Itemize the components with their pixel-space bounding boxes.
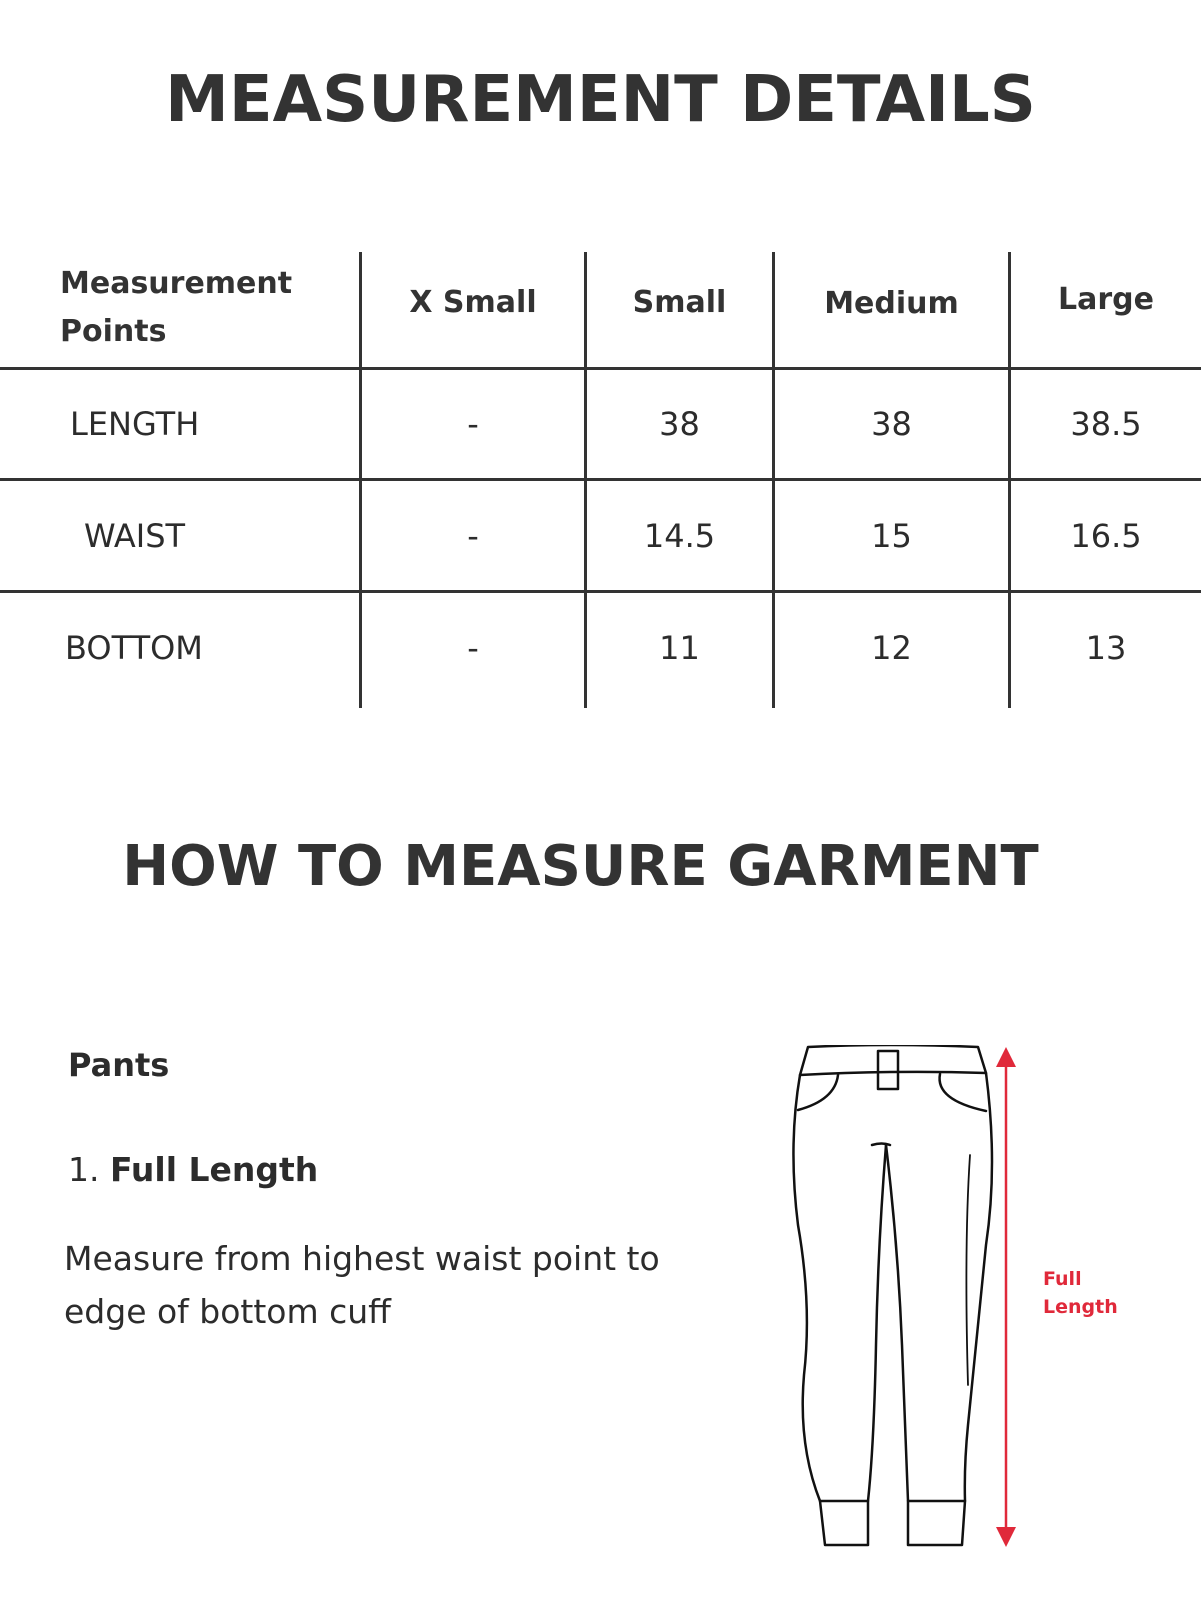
header-medium: Medium	[824, 285, 959, 321]
belt-loop-shape	[878, 1051, 898, 1089]
cell-bottom-medium: 12	[871, 629, 912, 667]
row-label-waist: WAIST	[84, 516, 186, 555]
cell-waist-small: 14.5	[643, 516, 716, 555]
full-length-arrow	[996, 1047, 1016, 1547]
right-cuff-shape	[908, 1501, 965, 1545]
fold-line-shape	[966, 1155, 970, 1385]
measurement-table	[0, 252, 1201, 708]
row-label-bottom: BOTTOM	[65, 629, 203, 667]
cell-bottom-large: 13	[1085, 629, 1127, 667]
garment-type-heading: Pants	[68, 1046, 170, 1084]
section-title: HOW TO MEASURE GARMENT	[122, 834, 1039, 899]
cell-length-small: 38	[659, 405, 700, 443]
right-inner-seam-shape	[886, 1145, 908, 1501]
cell-length-large: 38.5	[1070, 405, 1142, 443]
left-pocket-shape	[798, 1075, 838, 1110]
crotch-shape	[872, 1144, 890, 1146]
cell-length-xsmall: -	[467, 405, 479, 443]
header-x-small: X Small	[409, 284, 537, 320]
step-description: Measure from highest waist point to edge of bottom cuff	[64, 1239, 660, 1331]
left-inner-seam-shape	[868, 1145, 886, 1501]
step-title: Full Length	[110, 1150, 319, 1189]
cell-waist-medium: 15	[871, 516, 912, 555]
cell-waist-xsmall: -	[467, 516, 479, 555]
header-large: Large	[1058, 281, 1154, 317]
row-label-length: LENGTH	[70, 405, 200, 443]
page-title: MEASUREMENT DETAILS	[165, 63, 1036, 137]
header-points-line2: Points	[60, 314, 167, 349]
full-length-label-line2: Length	[1043, 1296, 1118, 1318]
header-small: Small	[632, 284, 727, 320]
cell-bottom-small: 11	[659, 629, 700, 667]
left-cuff-shape	[820, 1501, 868, 1545]
cell-waist-large: 16.5	[1070, 516, 1142, 555]
step-number: 1.	[68, 1150, 100, 1189]
left-outer-seam-shape	[793, 1075, 820, 1501]
waistband-shape	[800, 1045, 986, 1075]
cell-bottom-xsmall: -	[467, 629, 479, 667]
cell-length-medium: 38	[871, 405, 912, 443]
header-points-line1: Measurement	[60, 266, 293, 301]
header-measurement-points	[60, 252, 350, 367]
full-length-label-line1: Full	[1043, 1268, 1082, 1290]
right-pocket-shape	[940, 1074, 986, 1111]
step-heading	[68, 1150, 318, 1189]
right-outer-seam-shape	[965, 1073, 992, 1501]
